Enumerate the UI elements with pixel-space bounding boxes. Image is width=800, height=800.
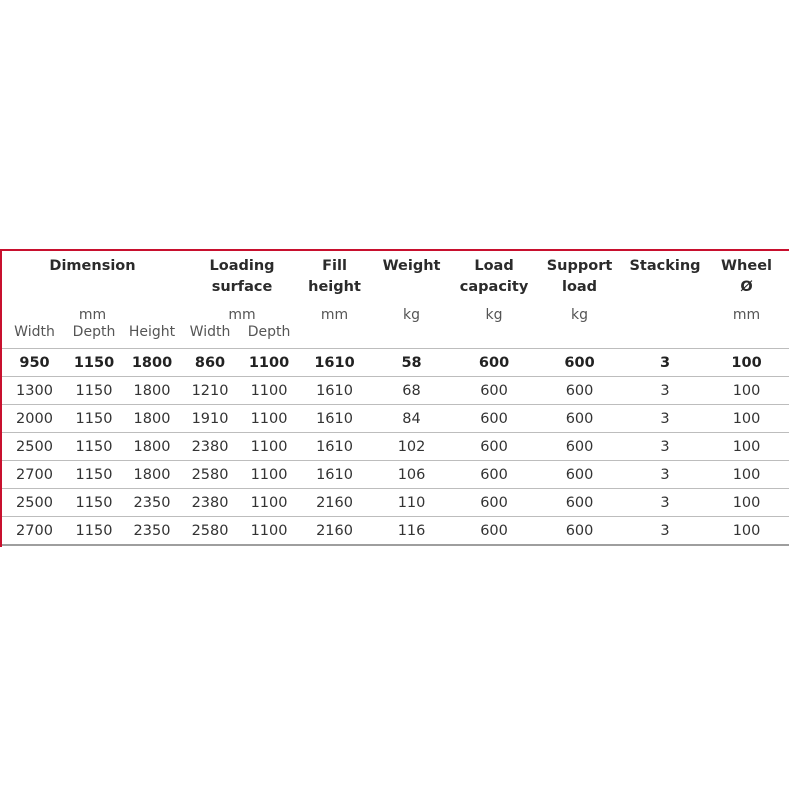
header-fill-height-line1: Fill <box>322 258 347 274</box>
cell-loading-width: 1910 <box>183 405 237 433</box>
unit-wheel: mm <box>732 307 761 323</box>
header-dimension-label: Dimension <box>49 258 136 274</box>
cell-load-capacity: 600 <box>455 433 533 461</box>
subheader-depth: Depth <box>67 323 121 349</box>
header-weight <box>368 251 455 303</box>
unit-fill-height: mm <box>320 307 349 323</box>
header-support-load <box>533 251 626 303</box>
table-row <box>2 377 789 405</box>
table-row <box>2 461 789 489</box>
cell-width: 2500 <box>2 489 67 517</box>
cell-wheel: 100 <box>704 405 789 433</box>
cell-height: 1800 <box>121 377 183 405</box>
cell-loading-width: 1210 <box>183 377 237 405</box>
cell-loading-width: 2380 <box>183 489 237 517</box>
cell-load-capacity: 600 <box>455 517 533 546</box>
spec-table-panel <box>0 249 789 547</box>
cell-width: 2700 <box>2 461 67 489</box>
cell-support-load: 600 <box>533 489 626 517</box>
cell-depth: 1150 <box>67 349 121 377</box>
cell-loading-depth: 1100 <box>237 461 301 489</box>
header-title-row <box>2 251 789 303</box>
cell-height: 1800 <box>121 433 183 461</box>
unit-load-capacity: kg <box>485 307 503 323</box>
subheader-loading-width: Width <box>183 323 237 349</box>
cell-fill-height: 1610 <box>301 433 368 461</box>
cell-loading-width: 2580 <box>183 461 237 489</box>
header-dimension <box>2 251 183 303</box>
cell-stacking: 3 <box>626 349 704 377</box>
unit-support-load: kg <box>571 307 589 323</box>
header-subheader-row <box>2 323 789 349</box>
cell-fill-height: 1610 <box>301 377 368 405</box>
table-row <box>2 489 789 517</box>
cell-height: 2350 <box>121 517 183 546</box>
subheader-empty <box>533 323 626 349</box>
cell-load-capacity: 600 <box>455 461 533 489</box>
cell-support-load: 600 <box>533 377 626 405</box>
table-row <box>2 433 789 461</box>
header-wheel-line2: Ø <box>740 279 753 295</box>
subheader-empty <box>368 323 455 349</box>
header-load-capacity-line1: Load <box>474 258 514 274</box>
unit-weight: kg <box>403 307 421 323</box>
cell-height: 1800 <box>121 349 183 377</box>
cell-depth: 1150 <box>67 461 121 489</box>
cell-depth: 1150 <box>67 405 121 433</box>
cell-weight: 68 <box>368 377 455 405</box>
cell-depth: 1150 <box>67 377 121 405</box>
cell-depth: 1150 <box>67 517 121 546</box>
header-unit-row <box>2 303 789 323</box>
header-support-load-line2: load <box>561 279 598 295</box>
cell-loading-depth: 1100 <box>237 489 301 517</box>
cell-fill-height: 1610 <box>301 405 368 433</box>
cell-weight: 110 <box>368 489 455 517</box>
header-weight-label: Weight <box>382 258 441 274</box>
cell-fill-height: 2160 <box>301 517 368 546</box>
subheader-empty <box>455 323 533 349</box>
cell-stacking: 3 <box>626 405 704 433</box>
unit-loading-surface: mm <box>228 307 256 323</box>
header-load-capacity-line2: capacity <box>459 279 529 295</box>
cell-wheel: 100 <box>704 349 789 377</box>
header-stacking <box>626 251 704 303</box>
cell-support-load: 600 <box>533 433 626 461</box>
cell-weight: 102 <box>368 433 455 461</box>
subheader-width: Width <box>2 323 67 349</box>
cell-load-capacity: 600 <box>455 405 533 433</box>
cell-stacking: 3 <box>626 489 704 517</box>
cell-loading-width: 2380 <box>183 433 237 461</box>
table-row <box>2 349 789 377</box>
cell-wheel: 100 <box>704 377 789 405</box>
cell-depth: 1150 <box>67 433 121 461</box>
cell-width: 1300 <box>2 377 67 405</box>
cell-width: 2500 <box>2 433 67 461</box>
cell-stacking: 3 <box>626 433 704 461</box>
cell-fill-height: 2160 <box>301 489 368 517</box>
cell-weight: 116 <box>368 517 455 546</box>
subheader-empty <box>301 323 368 349</box>
cell-wheel: 100 <box>704 517 789 546</box>
unit-dimension: mm <box>78 307 107 323</box>
cell-loading-depth: 1100 <box>237 349 301 377</box>
cell-width: 2700 <box>2 517 67 546</box>
cell-weight: 84 <box>368 405 455 433</box>
cell-load-capacity: 600 <box>455 489 533 517</box>
cell-loading-depth: 1100 <box>237 517 301 546</box>
cell-fill-height: 1610 <box>301 461 368 489</box>
cell-height: 2350 <box>121 489 183 517</box>
unit-stacking <box>626 303 704 323</box>
cell-load-capacity: 600 <box>455 349 533 377</box>
spec-table <box>2 251 789 546</box>
cell-height: 1800 <box>121 405 183 433</box>
header-support-load-line1: Support <box>546 258 613 274</box>
cell-wheel: 100 <box>704 461 789 489</box>
cell-support-load: 600 <box>533 517 626 546</box>
cell-wheel: 100 <box>704 433 789 461</box>
subheader-empty <box>626 323 704 349</box>
subheader-height: Height <box>121 323 183 349</box>
cell-depth: 1150 <box>67 489 121 517</box>
cell-loading-depth: 1100 <box>237 377 301 405</box>
cell-stacking: 3 <box>626 377 704 405</box>
table-row <box>2 405 789 433</box>
cell-fill-height: 1610 <box>301 349 368 377</box>
cell-stacking: 3 <box>626 461 704 489</box>
cell-support-load: 600 <box>533 349 626 377</box>
cell-weight: 106 <box>368 461 455 489</box>
cell-loading-depth: 1100 <box>237 433 301 461</box>
cell-support-load: 600 <box>533 405 626 433</box>
cell-width: 950 <box>2 349 67 377</box>
cell-support-load: 600 <box>533 461 626 489</box>
header-fill-height <box>301 251 368 303</box>
cell-stacking: 3 <box>626 517 704 546</box>
subheader-empty <box>704 323 789 349</box>
header-wheel-line1: Wheel <box>721 258 773 274</box>
table-row <box>2 517 789 546</box>
header-wheel <box>704 251 789 303</box>
cell-loading-width: 2580 <box>183 517 237 546</box>
header-loading-surface-line1: Loading <box>209 258 275 274</box>
cell-width: 2000 <box>2 405 67 433</box>
header-fill-height-line2: height <box>308 279 361 295</box>
header-load-capacity <box>455 251 533 303</box>
subheader-loading-depth: Depth <box>237 323 301 349</box>
header-loading-surface <box>183 251 301 303</box>
cell-loading-width: 860 <box>183 349 237 377</box>
cell-loading-depth: 1100 <box>237 405 301 433</box>
cell-wheel: 100 <box>704 489 789 517</box>
cell-weight: 58 <box>368 349 455 377</box>
header-stacking-label: Stacking <box>629 258 701 274</box>
cell-height: 1800 <box>121 461 183 489</box>
cell-load-capacity: 600 <box>455 377 533 405</box>
header-loading-surface-line2: surface <box>211 279 273 295</box>
